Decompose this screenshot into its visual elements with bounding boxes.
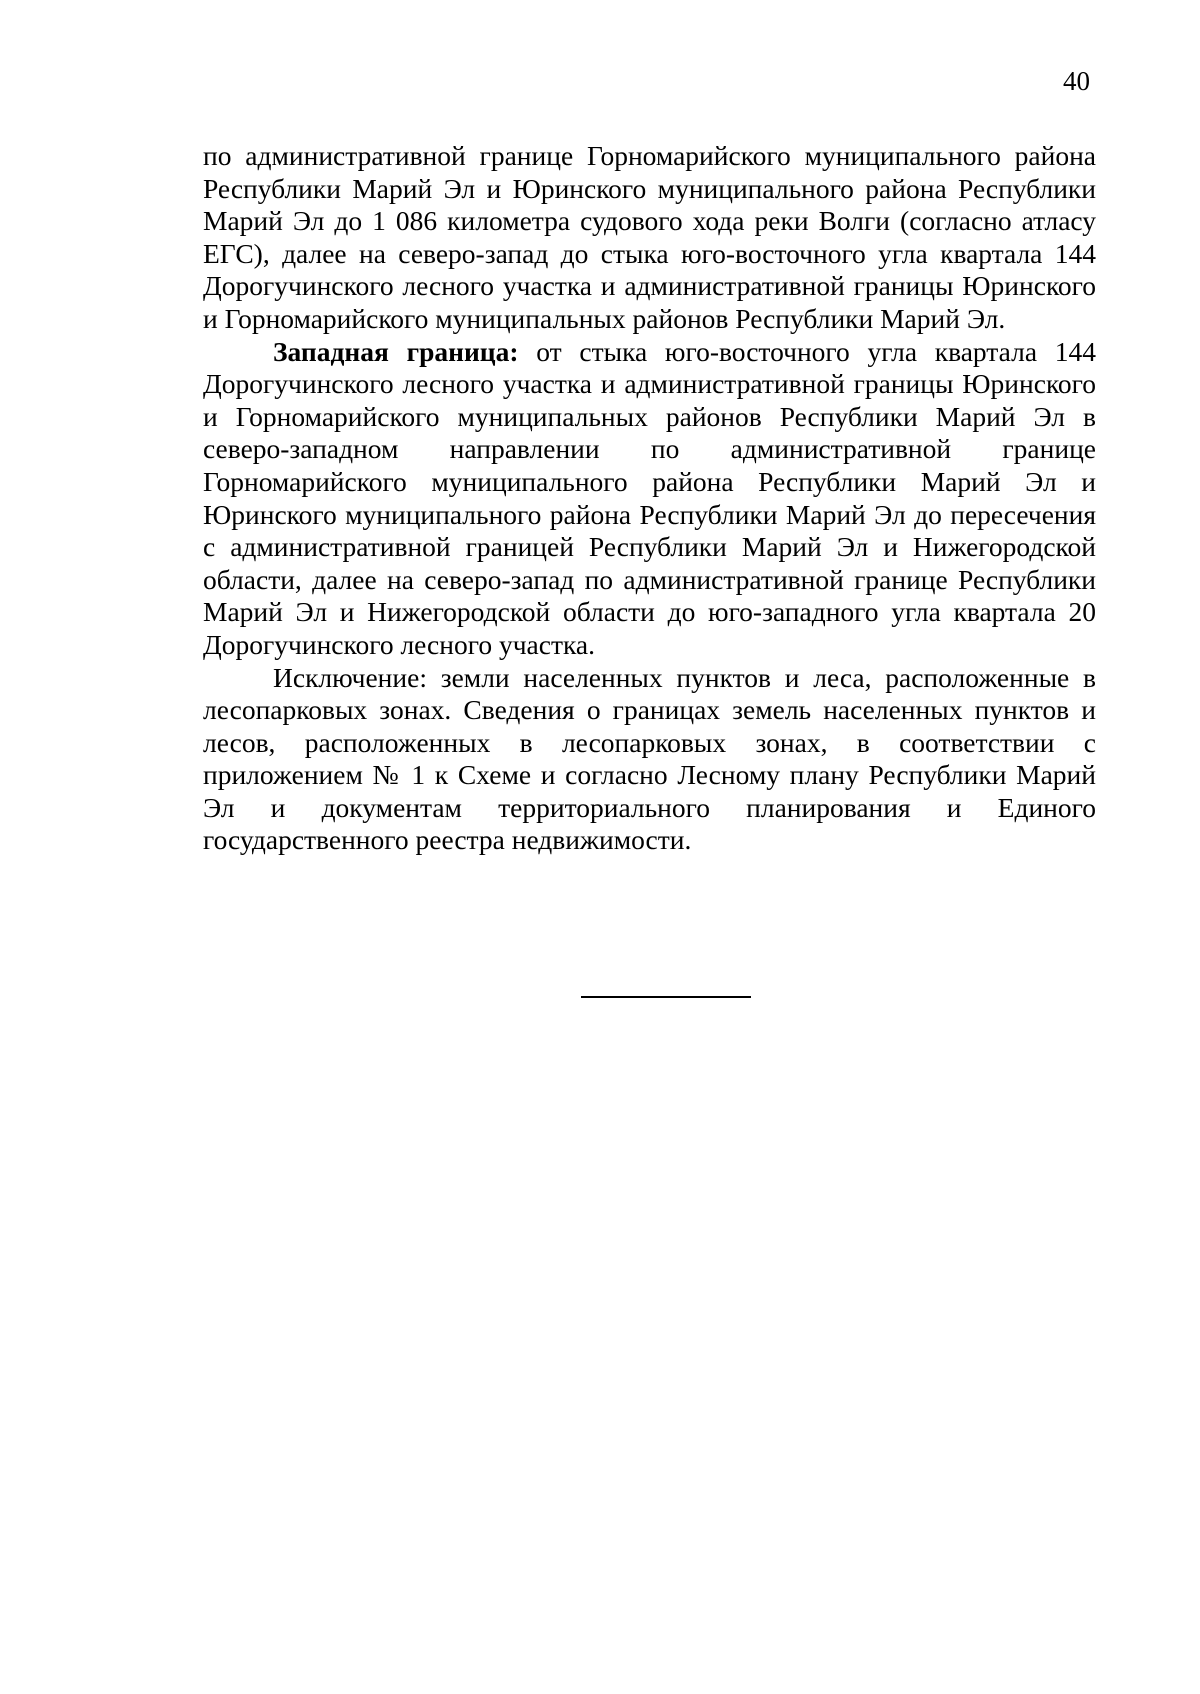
western-border-heading: Западная граница:	[273, 335, 519, 367]
paragraph-exception: Исключение: земли населенных пунктов и леса, расположенные в лесопарковых зонах. Сведения о границах земель населенных пунктов и лесов, расположенных в лесопарковых зонах, в соответствии с приложением № 1 к Схеме и согласно Лесному плану Республики Марий Эл и документам территориального планирования и Единого государственного реестра недвижимости.	[203, 661, 1096, 856]
end-of-section-rule	[581, 996, 751, 998]
document-body	[203, 140, 1096, 857]
western-border-text: от стыка юго-восточного угла квартала 144 Дорогучинского лесного участка и административной границы Юринского и Горномарийского муниципальных районов Республики Марий Эл в северо-западном направлении по административной границе Горномарийского муниципального района Республики Марий Эл и Юринского муниципального района Республики Марий Эл до пересечения с административной границей Республики Марий Эл и Нижегородской области, далее на северо-запад по административной границе Республики Марий Эл и Нижегородской области до юго-западного угла квартала 20 Дорогучинского лесного участка.	[203, 335, 1096, 660]
paragraph-western-border	[203, 336, 1096, 662]
page-number: 40	[1063, 66, 1090, 96]
paragraph-continuation: по административной границе Горномарийского муниципального района Республики Марий Эл и Юринского муниципального района Республики Марий Эл до 1 086 километра судового хода реки Волги (согласно атласу ЕГС), далее на северо-запад до стыка юго-восточного угла квартала 144 Дорогучинского лесного участка и административной границы Юринского и Горномарийского муниципальных районов Республики Марий Эл.	[203, 140, 1096, 334]
